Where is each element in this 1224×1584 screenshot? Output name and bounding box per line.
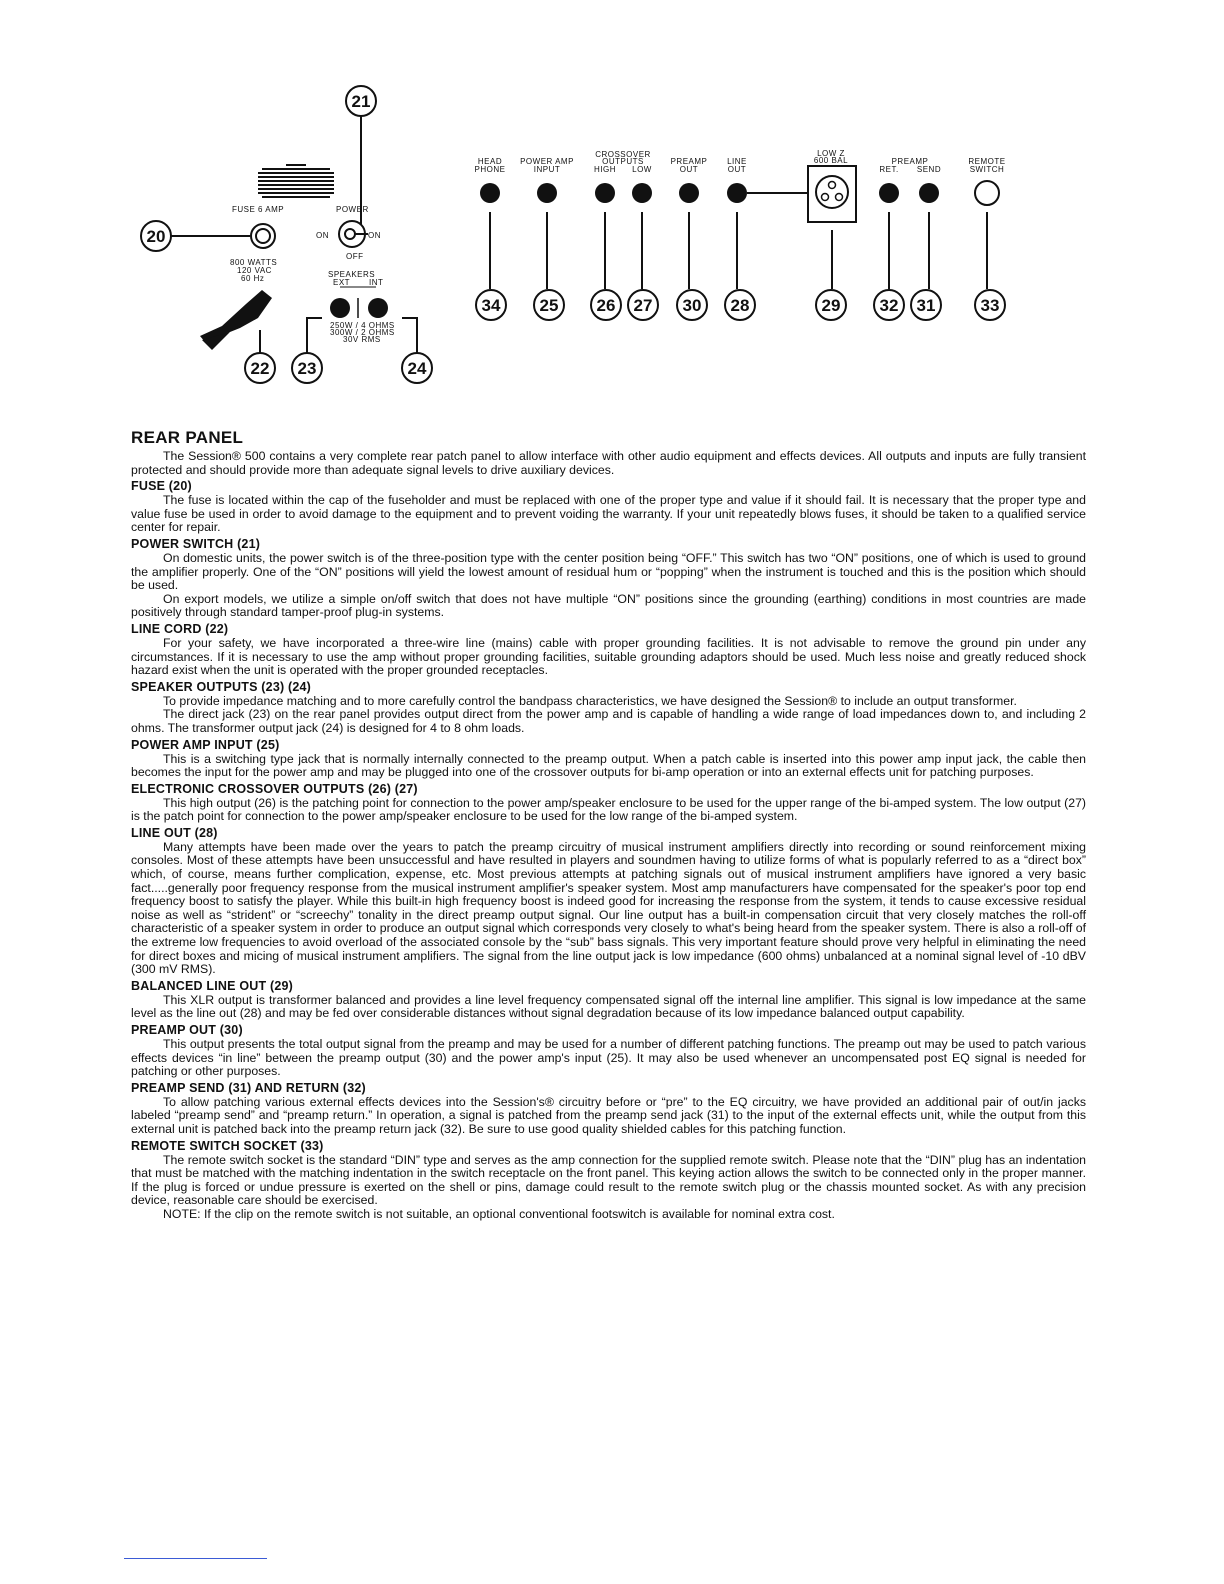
section-heading: FUSE (20) <box>131 479 192 494</box>
poweramp-label-2: INPUT <box>533 165 561 174</box>
section-paragraph: On domestic units, the power switch is of the three-position type with the center position being “OFF.” This switch has two “ON” positions, one of which is used to ground the amplifier properly. One of the “ON” positions will yield the lowest amount of residual hum or “popping” when the instrument is touched and this is the position which should be used. <box>131 550 1086 593</box>
speakers-label: SPEAKERS <box>328 270 376 279</box>
section-paragraph: The Session® 500 contains a very complete rear patch panel to allow interface with other audio equipment and effects devices. All outputs and inputs are fully transient protected and should provide more than adequate signal levels to drive auxiliary devices. <box>131 449 1086 477</box>
power-on-left: ON <box>316 231 329 240</box>
section-paragraph: To provide impedance matching and to more carefully control the bandpass characteristics, we have designed the Session® to include an output transformer. <box>163 693 1017 708</box>
preamp-return-jack <box>879 183 899 203</box>
section-paragraph: The direct jack (23) on the rear panel provides output direct from the power amp and is capable of handling a wide range of load impedances down to, and including 2 ohms. The transformer output jack (24) is designed for 4 to 8 ohm loads. <box>131 707 1086 735</box>
section-paragraph: On export models, we utilize a simple on/off switch that does not have multiple “ON” positions since the grounding (earthing) conditions in most countries are made positively through standard tamper-proof plug-in systems. <box>131 591 1086 620</box>
power-off: OFF <box>346 252 364 261</box>
section-paragraph: The remote switch socket is the standard “DIN” type and serves as the amp connection for the supplied remote switch. Please note that the “DIN” plug has an indentation that must be matched with the matching indentation in the switch receptacle on the front panel. This keying action allows the switch to be connected only in the proper manner. If the plug is forced or undue pressure is exerted on the shell or pins, damage could result to the remote switch plug or the chassis mounted socket. As with any precision device, reasonable care should be exercised. <box>131 1152 1086 1208</box>
section-heading: ELECTRONIC CROSSOVER OUTPUTS (26) (27) <box>131 781 418 796</box>
section-paragraph: NOTE: If the clip on the remote switch is not suitable, an optional conventional footswitch is available for nominal extra cost. <box>163 1206 835 1221</box>
footer-rule <box>124 1558 267 1559</box>
section-paragraph: For your safety, we have incorporated a three-wire line (mains) cable with proper grounding facilities. It is not advisable to remove the ground pin under any circumstances. If it is necessary to use the amp without proper grounding facilities, suitable grounding adaptors should be used. Much less noise and greatly reduced shock hazard exist when the unit is operated with the proper grounded receptacles. <box>131 635 1086 678</box>
crossover-label-2: OUTPUTS <box>602 157 644 166</box>
line-out-jack <box>727 183 747 203</box>
section-paragraph: This high output (26) is the patching point for connection to the power amp/speaker enclosure to be used for the upper range of the bi-amped system. The low output (27) is the patch point for connection to the power amp/speaker enclosure to be used for the low range of the bi-amped system. <box>131 795 1086 824</box>
fuse-holder <box>251 224 275 248</box>
preamp-ret-label: RET. <box>879 165 899 174</box>
callout-30-label: 30 <box>682 296 702 315</box>
power-label: POWER <box>336 205 369 214</box>
warning-label <box>0 0 336 202</box>
power-on-right: ON <box>368 231 381 240</box>
remote-label-2: SWITCH <box>969 165 1005 174</box>
page-title: REAR PANEL <box>131 428 244 447</box>
headphone-label-2: PHONE <box>474 165 506 174</box>
line-cord <box>200 290 272 350</box>
section-heading: LINE CORD (22) <box>131 621 229 636</box>
callout-29-label: 29 <box>821 296 841 315</box>
speaker-rating-1: 250W / 4 OHMS <box>330 321 395 330</box>
headphone-label-1: HEAD <box>477 157 503 166</box>
rating-vac: 120 VAC <box>237 266 272 275</box>
callout-22-label: 22 <box>250 359 270 378</box>
crossover-low-jack <box>632 183 652 203</box>
xlr-balanced-out <box>808 166 856 222</box>
section-heading: BALANCED LINE OUT (29) <box>131 978 294 993</box>
sections <box>131 450 1086 1222</box>
section-heading: PREAMP OUT (30) <box>131 1023 243 1037</box>
document-body <box>131 428 1086 1222</box>
section-paragraph: To allow patching various external effects devices into the Session's® circuitry before or “pre” to the EQ circuitry, we have provided an additional pair of out/in jacks labeled “preamp send” and “preamp return.” In operation, a signal is patched from the preamp send jack (31) to the input of the external effects unit, while the output from this external unit is patched back into the preamp return jack (32). Be sure to use good quality shielded cables for this patching function. <box>131 1094 1086 1136</box>
speaker-int-label: INT <box>369 278 384 287</box>
section-heading: POWER SWITCH (21) <box>131 536 261 551</box>
preamp-label: PREAMP <box>891 157 929 166</box>
section-paragraph: The fuse is located within the cap of the fuseholder and must be replaced with one of the proper type and value if it should fail. It is necessary that the proper type and value fuse be used in order to avoid damage to the equipment and to prevent voiding the warranty. If your unit repeatedly blows fuses, it should be taken to a qualified service center for repair. <box>131 493 1086 535</box>
callout-33-label: 33 <box>980 296 1000 315</box>
crossover-high-jack <box>595 183 615 203</box>
section-heading: POWER AMP INPUT (25) <box>131 737 280 752</box>
preampout-label-1: PREAMP <box>670 157 708 166</box>
crossover-low-label: LOW <box>632 165 652 174</box>
lowz-label-1: LOW Z <box>817 149 845 158</box>
section-paragraph: Many attempts have been made over the years to patch the preamp circuitry of musical instrument amplifiers directly into recording or sound reinforcement mixing consoles. Most of these attempts have been unsuccessful and have resulted in players and soundmen having to utilize forms of what is popularly referred to as a “direct box” which, of course, means further complication, expense, etc. Most previous attempts at patching signals out of musical instrument amplifiers have ignored a very basic fact.....generally poor frequency response from the musical instrument amplifier's speaker system. Most amp manufacturers have compensated for the speaker's poor top end frequency boost to satisfy the player. While this built-in high frequency boost is indeed good for increasing the response from the system, it tends to cause excessive residual noise as well as “strident” or “screechy” tonality in the direct preamp output signal. Our line output has a built-in compensation circuit that very closely matches the roll-off characteristic of a speaker system in order to produce an output signal which corresponds very closely to what's being heard from the speaker system. There is also a roll-off of the extreme low frequencies to avoid overload of the associated console by the “sub” bass signals. This very important feature should prove very helpful in eliminating the need for direct boxes and micing of musical instrument amplifiers. The signal from the line output jack is low impedance (600 ohms) unbalanced at a nominal signal level of -10 dBV (300 mV RMS). <box>131 839 1086 977</box>
callout-24-label: 24 <box>407 359 427 378</box>
callout-32-label: 32 <box>879 296 899 315</box>
callout-34-label: 34 <box>481 296 501 315</box>
remote-switch-socket <box>975 181 999 205</box>
section-paragraph: This is a switching type jack that is normally internally connected to the preamp output. When a patch cable is inserted into this power amp input jack, the cable then becomes the input for the power amp and may be plugged into one of the crossover outputs for bi-amp operation or into an external effects unit for patching purposes. <box>131 751 1086 780</box>
section-paragraph: This XLR output is transformer balanced and provides a line level frequency compensated signal off the internal line amplifier. This signal is low impedance at the same level as the line out (28) and may be fed over considerable distances without signal degradation because of its low impedance balanced output capability. <box>131 992 1086 1021</box>
callout-21-label: 21 <box>351 92 371 111</box>
lineout-label-1: LINE <box>727 157 747 166</box>
lowz-label-2: 600 BAL <box>813 156 849 165</box>
poweramp-label-1: POWER AMP <box>520 157 574 166</box>
rating-hz: 60 Hz <box>241 274 265 283</box>
section-paragraph: This output presents the total output signal from the preamp and may be used for a number of different patching functions. The preamp out may be used to patch various effects devices “in line” between the preamp output (30) and the power amp's input (25). It may also be used whenever an uncompensated post EQ signal is needed for patching or other purposes. <box>131 1037 1086 1079</box>
speaker-rating-3: 30V RMS <box>343 335 381 344</box>
section-heading: REMOTE SWITCH SOCKET (33) <box>131 1138 324 1153</box>
remote-label-1: REMOTE <box>968 157 1006 166</box>
fuse-label: FUSE 6 AMP <box>232 205 285 214</box>
callout-31-label: 31 <box>916 296 936 315</box>
callout-23-label: 23 <box>297 359 317 378</box>
crossover-label-1: CROSSOVER <box>595 150 651 159</box>
section-heading: PREAMP SEND (31) AND RETURN (32) <box>131 1080 366 1095</box>
speaker-rating-2: 300W / 2 OHMS <box>330 328 395 337</box>
speaker-int-jack <box>368 298 388 318</box>
section-heading: SPEAKER OUTPUTS (23) (24) <box>131 679 312 694</box>
rear-panel-diagram <box>0 0 1224 420</box>
lineout-label-2: OUT <box>727 165 747 174</box>
poweramp-input-jack <box>537 183 557 203</box>
rating-watts: 800 WATTS <box>230 258 278 267</box>
speaker-ext-jack <box>330 298 350 318</box>
callout-27-label: 27 <box>633 296 653 315</box>
callout-26-label: 26 <box>596 296 616 315</box>
preamp-send-label: SEND <box>916 165 942 174</box>
section-heading: LINE OUT (28) <box>131 825 218 840</box>
crossover-high-label: HIGH <box>594 165 616 174</box>
callout-20-label: 20 <box>146 227 166 246</box>
speaker-ext-label: EXT <box>333 278 351 287</box>
preampout-label-2: OUT <box>679 165 699 174</box>
preamp-out-jack <box>679 183 699 203</box>
preamp-send-jack <box>919 183 939 203</box>
headphone-jack <box>480 183 500 203</box>
power-switch <box>339 221 368 247</box>
callout-25-label: 25 <box>539 296 559 315</box>
callout-28-label: 28 <box>730 296 750 315</box>
